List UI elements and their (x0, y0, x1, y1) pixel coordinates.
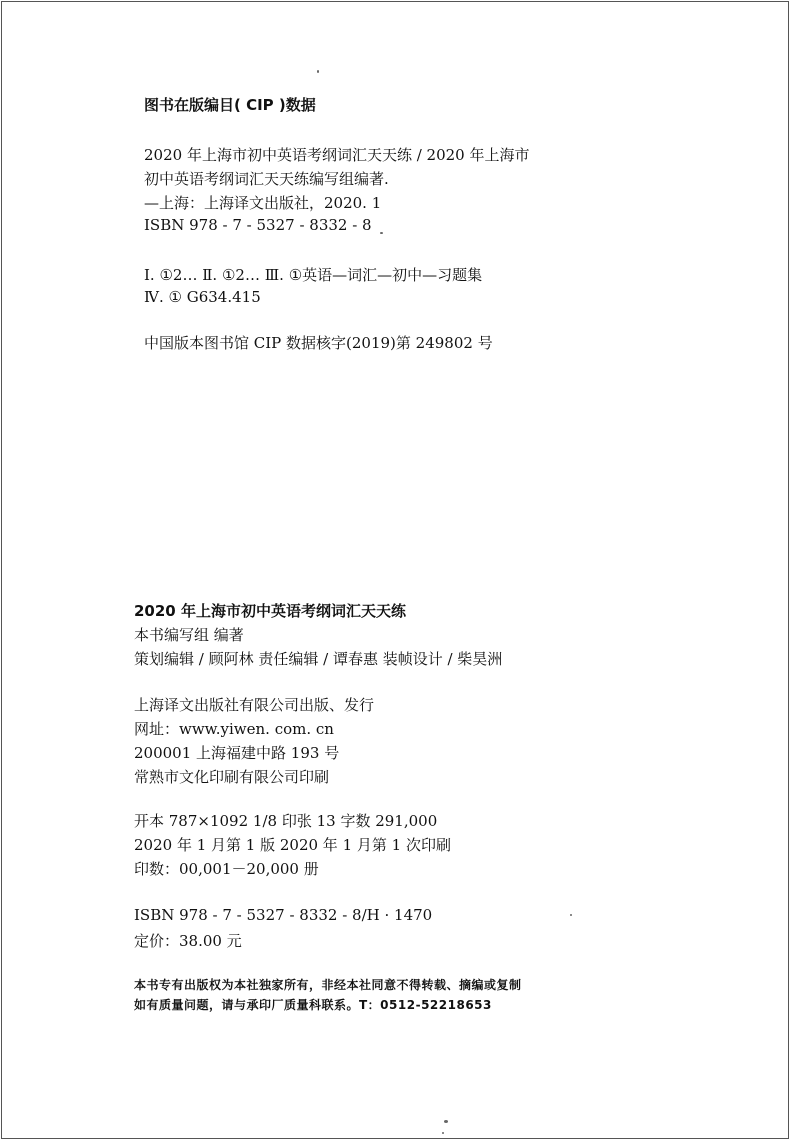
copyright-notice: 本书专有出版权为本社独家所有，非经本社同意不得转载、摘编或复制 (134, 978, 522, 992)
cip-record-line: 初中英语考纲词汇天天练编写组编著. (144, 170, 389, 188)
author-line: 本书编写组 编著 (134, 626, 244, 644)
editors-line: 策划编辑 / 顾阿林 责任编辑 / 谭春惠 装帧设计 / 柴昊洲 (134, 650, 503, 668)
website-line: 网址：www.yiwen. com. cn (134, 720, 334, 738)
cip-isbn: ISBN 978 - 7 - 5327 - 8332 - 8 (144, 216, 372, 234)
scan-speck (444, 1120, 448, 1123)
address-line: 200001 上海福建中路 193 号 (134, 744, 340, 762)
book-title: 2020 年上海市初中英语考纲词汇天天练 (134, 602, 406, 620)
cip-record-line: 2020 年上海市初中英语考纲词汇天天练 / 2020 年上海市 (144, 146, 530, 164)
edition-line: 2020 年 1 月第 1 版 2020 年 1 月第 1 次印刷 (134, 836, 451, 854)
scan-speck (380, 232, 383, 234)
page-frame (1, 1, 789, 1139)
scan-speck (442, 1132, 444, 1134)
price-line: 定价：38.00 元 (134, 932, 242, 950)
printer-line: 常熟市文化印刷有限公司印刷 (134, 768, 330, 786)
format-line: 开本 787×1092 1/8 印张 13 字数 291,000 (134, 812, 438, 830)
quality-contact-notice: 如有质量问题，请与承印厂质量科联系。T：0512-52218653 (134, 998, 492, 1012)
cip-classification-line: Ⅳ. ① G634.415 (144, 288, 261, 306)
cip-heading: 图书在版编目( CIP )数据 (144, 96, 316, 114)
cip-record-line: —上海：上海译文出版社，2020. 1 (144, 194, 382, 212)
print-run-line: 印数：00,001－20,000 册 (134, 860, 319, 878)
publisher-line: 上海译文出版社有限公司出版、发行 (134, 696, 375, 714)
cip-number: 中国版本图书馆 CIP 数据核字(2019)第 249802 号 (144, 334, 493, 352)
scan-speck (570, 914, 572, 916)
scan-speck (317, 70, 319, 73)
cip-classification-line: Ⅰ. ①2… Ⅱ. ①2… Ⅲ. ①英语—词汇—初中—习题集 (144, 266, 483, 284)
isbn-line: ISBN 978 - 7 - 5327 - 8332 - 8/H · 1470 (134, 906, 433, 924)
